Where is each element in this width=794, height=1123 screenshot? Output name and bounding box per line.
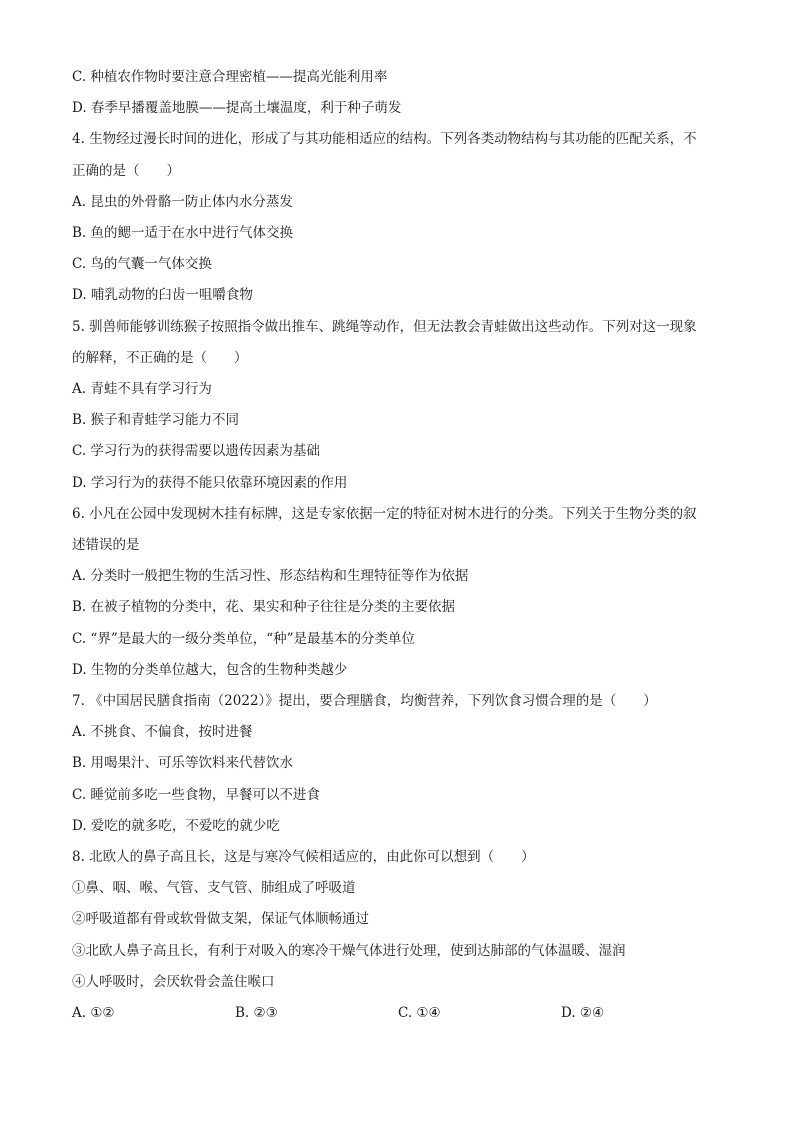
q8-choices	[72, 998, 734, 1029]
q6-option-c: C. “界”是最大的一级分类单位，“种”是最基本的分类单位	[72, 630, 416, 647]
q3-option-c: C. 种植农作物时要注意合理密植——提高光能利用率	[72, 69, 388, 85]
q8-statement-3: ③北欧人鼻子高且长，有利于对吸入的寒冷干燥气体进行处理，使到达肺部的气体温暖、湿润	[72, 942, 626, 959]
q7-option-a: A. 不挑食、不偏食，按时进餐	[72, 724, 253, 741]
q7-option-b: B. 用喝果汁、可乐等饮料来代替饮水	[72, 755, 294, 772]
q8-choice-a: A. ①②	[72, 1005, 115, 1022]
q5-option-b: B. 猴子和青蛙学习能力不同	[72, 412, 240, 429]
q4-option-a: A. 昆虫的外骨骼一防止体内水分蒸发	[72, 193, 293, 210]
q6-option-a: A. 分类时一般把生物的生活习性、形态结构和生理特征等作为依据	[72, 568, 469, 585]
q4-option-d: D. 哺乳动物的臼齿一咀嚼食物	[72, 287, 253, 304]
q8-statement-2: ②呼吸道都有骨或软骨做支架，保证气体顺畅通过	[72, 911, 369, 928]
q4-option-b: B. 鱼的鳃一适于在水中进行气体交换	[72, 225, 294, 242]
q7-option-d: D. 爱吃的就多吃，不爱吃的就少吃	[72, 817, 280, 834]
q6-option-b: B. 在被子植物的分类中，花、果实和种子往往是分类的主要依据	[72, 599, 456, 616]
q3-option-d: D. 春季早播覆盖地膜——提高土壤温度，利于种子萌发	[72, 100, 402, 117]
q8-choice-b: B. ②③	[235, 1005, 278, 1022]
q5-option-a: A. 青蛙不具有学习行为	[72, 381, 212, 398]
q5-stem-line-2: 的解释，不正确的是（ ）	[72, 349, 248, 366]
q5-option-d: D. 学习行为的获得不能只依靠环境因素的作用	[72, 474, 348, 491]
q6-stem-line-1: 6. 小凡在公园中发现树木挂有标牌，这是专家依据一定的特征对树木进行的分类。下列关于生物分类的叙	[72, 505, 697, 522]
q4-stem-line-2: 正确的是（ ）	[72, 162, 180, 179]
q6-option-d: D. 生物的分类单位越大，包含的生物种类越少	[72, 661, 348, 678]
q8-statement-1: ①鼻、咽、喉、气管、支气管、肺组成了呼吸道	[72, 880, 356, 897]
q4-option-c: C. 鸟的气囊一气体交换	[72, 256, 212, 273]
q8-choice-d: D. ②④	[561, 1005, 605, 1022]
q8-statement-4: ④人呼吸时，会厌软骨会盖住喉口	[72, 973, 275, 990]
q6-stem-line-2: 述错误的是	[72, 537, 140, 554]
q8-choice-c: C. ①④	[398, 1005, 441, 1022]
q7-option-c: C. 睡觉前多吃一些食物，早餐可以不进食	[72, 786, 320, 803]
q8-stem: 8. 北欧人的鼻子高且长，这是与寒冷气候相适应的，由此你可以想到（ ）	[72, 849, 535, 866]
q4-stem-line-1: 4. 生物经过漫长时间的进化，形成了与其功能相适应的结构。下列各类动物结构与其功能的匹配关系，不	[72, 131, 697, 148]
q7-stem: 7. 《中国居民膳食指南（2022）》提出，要合理膳食，均衡营养，下列饮食习惯合理的是（ ）	[72, 693, 657, 710]
q5-stem-line-1: 5. 驯兽师能够训练猴子按照指令做出推车、跳绳等动作，但无法教会青蛙做出这些动作。下列对这一现象	[72, 318, 697, 335]
q5-option-c: C. 学习行为的获得需要以遗传因素为基础	[72, 443, 320, 460]
